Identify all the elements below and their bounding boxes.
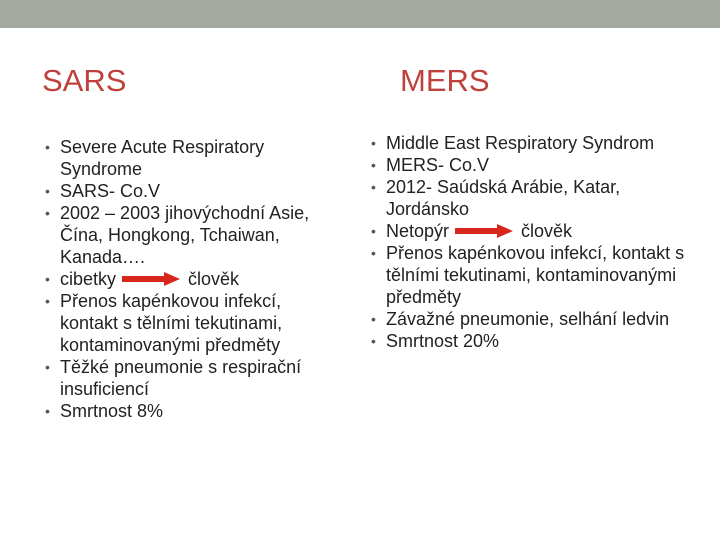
arrow-right-icon — [455, 223, 513, 239]
bullet-icon: • — [371, 157, 376, 173]
list-item — [368, 308, 698, 330]
list-item — [368, 154, 698, 176]
list-item — [42, 202, 342, 268]
mers-heading: MERS — [400, 63, 490, 98]
bullet-icon: • — [45, 293, 50, 309]
bullet-text: MERS- Co.V — [386, 155, 490, 175]
list-item — [42, 136, 342, 180]
list-item — [42, 290, 342, 356]
bullet-text: Smrtnost 20% — [386, 331, 500, 351]
bullet-icon: • — [371, 135, 376, 151]
list-item — [42, 268, 342, 290]
bullet-text: Přenos kapénkovou infekcí, kontakt s tělními tekutinami, kontaminovanými předměty — [60, 291, 283, 355]
transmission-source: cibetky — [60, 269, 117, 289]
bullet-text: Těžké pneumonie s respirační insuficiencí — [60, 357, 302, 399]
list-item — [42, 400, 342, 422]
sars-bullet-list — [42, 136, 342, 422]
bullet-icon: • — [45, 205, 50, 221]
bullet-icon: • — [371, 311, 376, 327]
bullet-icon: • — [45, 271, 50, 287]
list-item — [368, 220, 698, 242]
bullet-icon: • — [371, 333, 376, 349]
list-item — [42, 356, 342, 400]
transmission-target: člověk — [521, 221, 573, 241]
mers-bullet-list — [368, 132, 698, 352]
list-item — [368, 176, 698, 220]
bullet-text: Závažné pneumonie, selhání ledvin — [386, 309, 670, 329]
bullet-icon: • — [45, 183, 50, 199]
list-item — [368, 132, 698, 154]
bullet-text: SARS- Co.V — [60, 181, 161, 201]
bullet-text: Přenos kapénkovou infekcí, kontakt s tělními tekutinami, kontaminovanými předměty — [386, 243, 685, 307]
transmission-source: Netopýr — [386, 221, 450, 241]
bullet-icon: • — [371, 179, 376, 195]
list-item — [368, 242, 698, 308]
transmission-target: člověk — [188, 269, 240, 289]
bullet-icon: • — [45, 403, 50, 419]
bullet-icon: • — [45, 359, 50, 375]
list-item — [368, 330, 698, 352]
bullet-text: Severe Acute Respiratory Syndrome — [60, 137, 265, 179]
bullet-icon: • — [45, 139, 50, 155]
sars-heading: SARS — [42, 63, 127, 98]
list-item — [42, 180, 342, 202]
arrow-right-icon — [122, 271, 180, 287]
bullet-text: 2012- Saúdská Arábie, Katar, Jordánsko — [386, 177, 621, 219]
bullet-text: Middle East Respiratory Syndrom — [386, 133, 655, 153]
top-bar — [0, 0, 720, 28]
bullet-text: Smrtnost 8% — [60, 401, 164, 421]
bullet-text: 2002 – 2003 jihovýchodní Asie, Čína, Hongkong, Tchaiwan, Kanada…. — [60, 203, 310, 267]
bullet-icon: • — [371, 245, 376, 261]
bullet-icon: • — [371, 223, 376, 239]
